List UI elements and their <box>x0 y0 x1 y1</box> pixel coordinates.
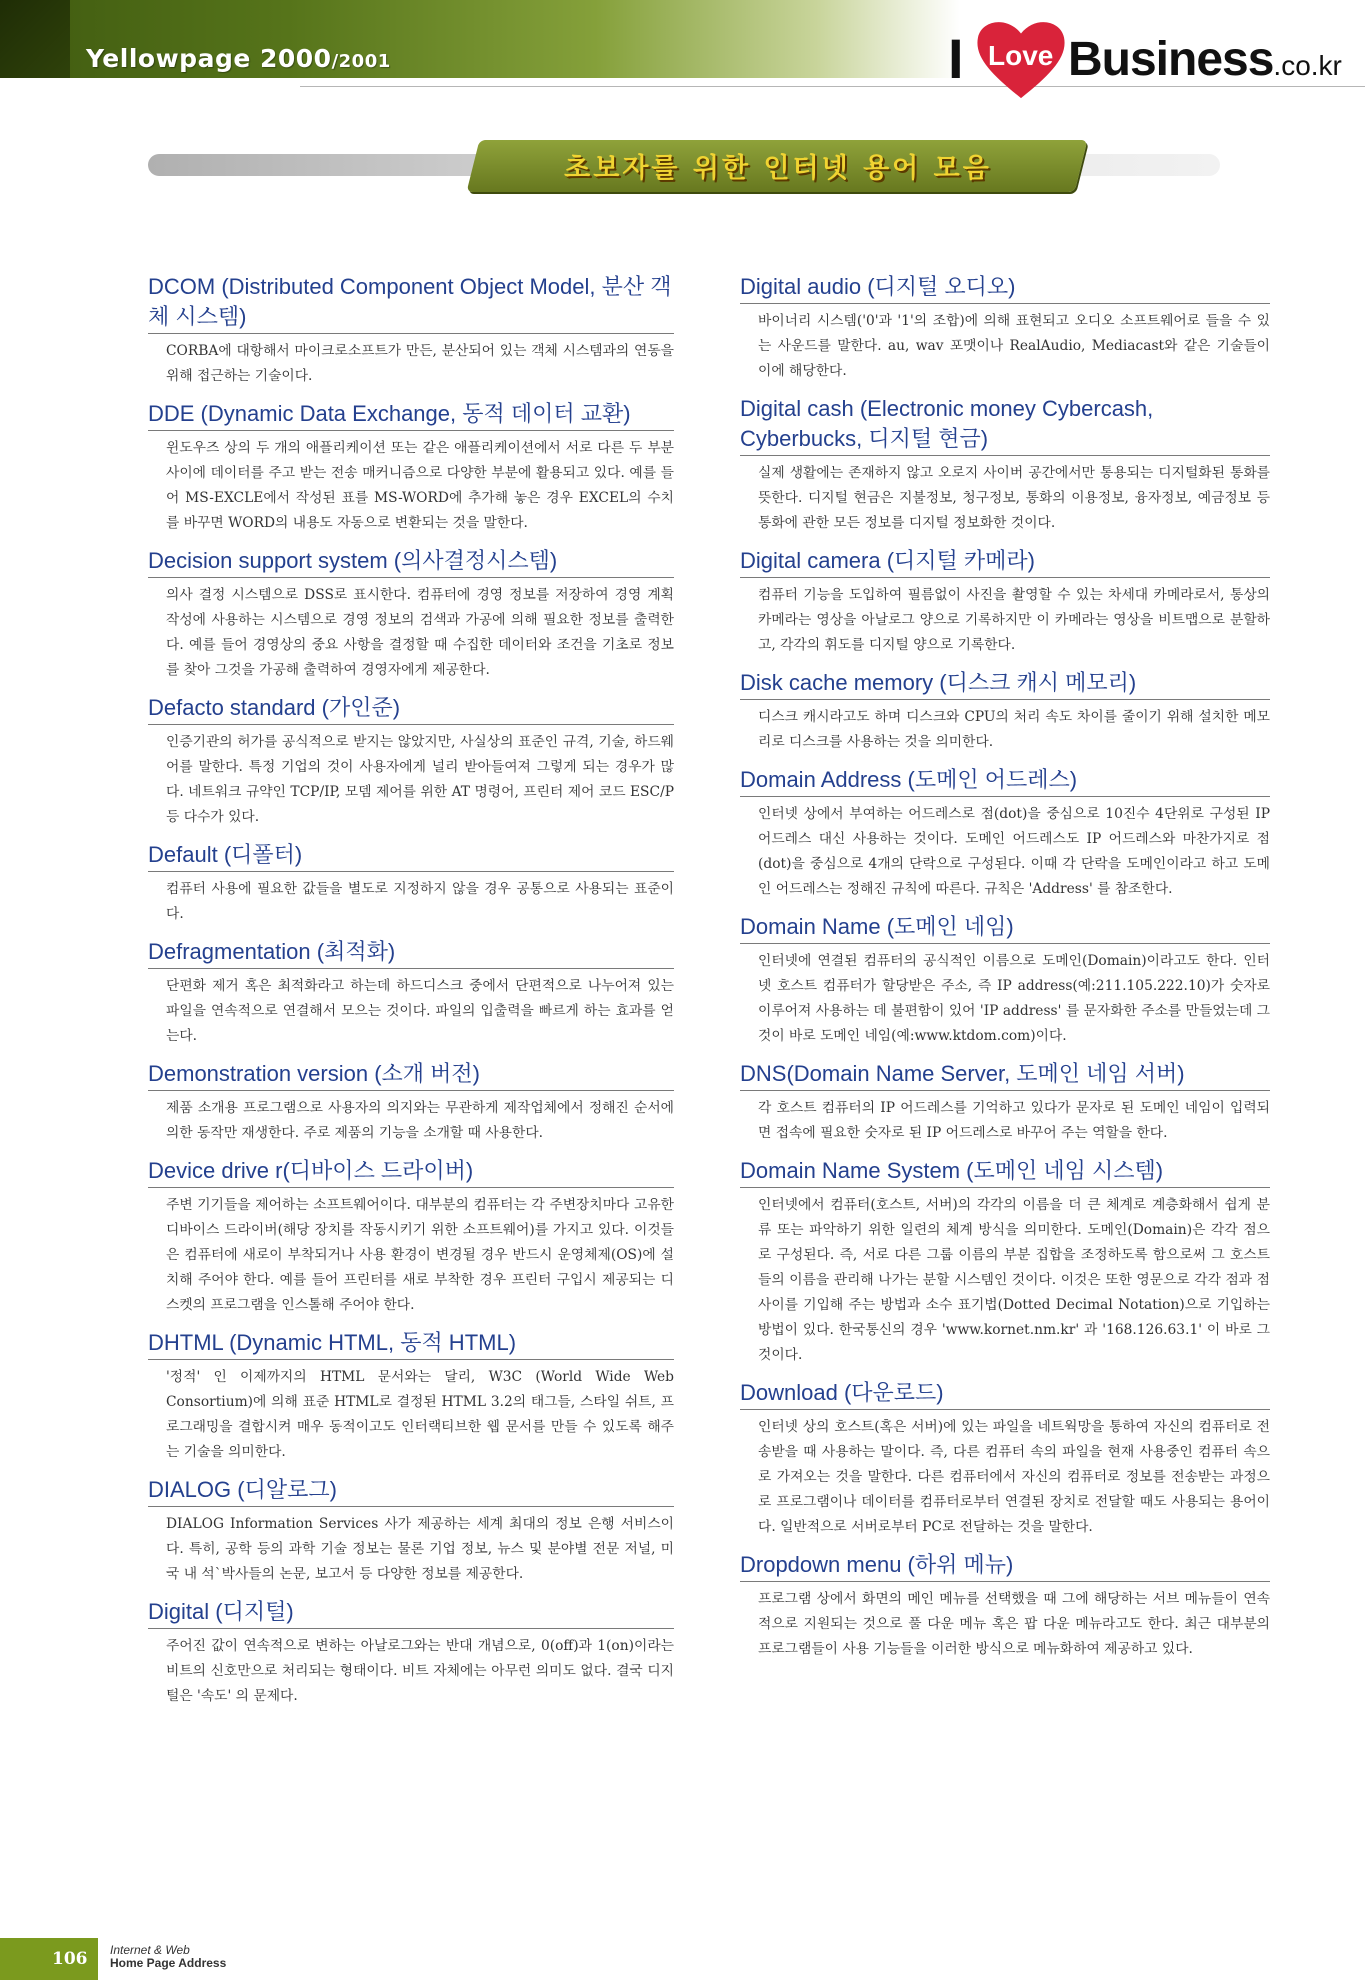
glossary-entry <box>740 1156 1270 1368</box>
entry-term: Defacto standard (가인준) <box>148 693 674 725</box>
entry-definition: 주어진 값이 연속적으로 변하는 아날로그와는 반대 개념으로, 0(off)과 1(on)이라는 비트의 신호만으로 처리되는 형태이다. 비트 자체에는 아무런 의미도 없다. 결국 디지털은 '속도' 의 문제다. <box>166 1638 674 1704</box>
entry-definition: 제품 소개용 프로그램으로 사용자의 의지와는 무관하게 제작업체에서 정해진 순서에 의한 동작만 재생한다. 주로 제품의 기능을 소개할 때 사용한다. <box>166 1100 674 1141</box>
logo-domain: .co.kr <box>1273 50 1342 81</box>
glossary-entry <box>148 937 674 1049</box>
section-title: 초보자를 위한 인터넷 용어 모음 <box>564 153 992 184</box>
entry-term: Device drive r(디바이스 드라이버) <box>148 1156 674 1188</box>
logo-business: Business.co.kr <box>1068 33 1342 86</box>
glossary-entry <box>148 693 674 830</box>
entry-term: Digital (디지털) <box>148 1597 674 1629</box>
entry-definition: 의사 결정 시스템으로 DSS로 표시한다. 컴퓨터에 경영 정보를 저장하여 경영 계획 작성에 사용하는 시스템으로 경영 정보의 검색과 가공에 의해 필요한 정보를 출력한다. 예를 들어 경영상의 중요 사항을 결정할 때 수집한 데이터와 조건을 기초로 정보를 찾아 그것을 가공해 출력하여 경영자에게 제공한다. <box>166 587 674 678</box>
entry-term: Demonstration version (소개 버전) <box>148 1059 674 1091</box>
glossary-entry <box>148 1475 674 1587</box>
entry-term: DHTML (Dynamic HTML, 동적 HTML) <box>148 1328 674 1360</box>
entry-term: Digital camera (디지털 카메라) <box>740 546 1270 578</box>
logo-love: Love <box>988 40 1054 71</box>
entry-definition: 각 호스트 컴퓨터의 IP 어드레스를 기억하고 있다가 문자로 된 도메인 네임이 입력되면 접속에 필요한 숫자로 된 IP 어드레스로 바꾸어 주는 역할을 한다. <box>758 1100 1270 1141</box>
entry-definition: 인터넷에서 컴퓨터(호스트, 서버)의 각각의 이름을 더 큰 체계로 계층화해서 쉽게 분류 또는 파악하기 위한 일련의 체계 방식을 의미한다. 도메인(Domain)은 각각 점으로 구성된다. 즉, 서로 다른 그룹 이름의 부분 집합을 조정하도록 함으로써 그 호스트들의 이름을 관리해 나가는 분할 시스템인 것이다. 이것은 또한 영문으로 각각 점과 점 사이를 기입해 주는 방법과 소수 표기법(Dotted Decimal Notation)으로 기입하는 방법이 있다. 한국통신의 경우 'www.kornet.nm.kr' 과 '168.126.63.1' 이 바로 그것이다. <box>758 1197 1270 1363</box>
left-column <box>148 272 674 1719</box>
i-love-business-logo <box>948 12 1365 102</box>
glossary-entry <box>740 765 1270 902</box>
entry-term: DNS(Domain Name Server, 도메인 네임 서버) <box>740 1059 1270 1091</box>
entry-definition: 주변 기기들을 제어하는 소프트웨어이다. 대부분의 컴퓨터는 각 주변장치마다 고유한 디바이스 드라이버(해당 장치를 작동시키기 위한 소프트웨어)를 가지고 있다. 이것들은 컴퓨터에 새로이 부착되거나 사용 환경이 변경될 경우 반드시 운영체제(OS)에 설치해 주어야 한다. 예를 들어 프린터를 새로 부착한 경우 프린터 구입시 제공되는 디스켓의 프로그램을 인스톨해 주어야 한다. <box>166 1197 674 1313</box>
glossary-entry <box>740 394 1270 536</box>
section-title-bar <box>148 140 1228 196</box>
glossary-entry <box>740 668 1270 755</box>
glossary-entry <box>740 912 1270 1049</box>
entry-term: DIALOG (디알로그) <box>148 1475 674 1507</box>
glossary-entry <box>148 272 674 389</box>
entry-term: Digital audio (디지털 오디오) <box>740 272 1270 304</box>
header-title-main: Yellowpage 2000 <box>86 44 332 73</box>
footer-line-1: Internet & Web <box>110 1943 190 1957</box>
entry-term: Domain Name System (도메인 네임 시스템) <box>740 1156 1270 1188</box>
entry-definition: CORBA에 대항해서 마이크로소프트가 만든, 분산되어 있는 객체 시스템과의 연동을 위해 접근하는 기술이다. <box>166 343 674 384</box>
glossary-entry <box>148 1328 674 1465</box>
entry-definition: '정적' 인 이제까지의 HTML 문서와는 달리, W3C (World Wide Web Consortium)에 의해 표준 HTML로 결정된 HTML 3.2의 태그들, 스타일 쉬트, 프로그래밍을 결합시켜 매우 동적이고도 인터랙티브한 웹 문서를 만들 수 있도록 해주는 기술을 의미한다. <box>166 1369 674 1460</box>
entry-term: Decision support system (의사결정시스템) <box>148 546 674 578</box>
header-title-suffix: /2001 <box>331 51 391 72</box>
entry-term: Dropdown menu (하위 메뉴) <box>740 1550 1270 1582</box>
glossary-entry <box>740 1378 1270 1540</box>
entry-definition: DIALOG Information Services 사가 제공하는 세계 최대의 정보 은행 서비스이다. 특히, 공학 등의 과학 기술 정보는 물론 기업 정보, 뉴스 및 분야별 전문 저널, 미국 내 석`박사들의 논문, 보고서 등 다양한 정보를 제공한다. <box>166 1516 674 1582</box>
entry-definition: 바이너리 시스템('0'과 '1'의 조합)에 의해 표현되고 오디오 소프트웨어로 들을 수 있는 사운드를 말한다. au, wav 포맷이나 RealAudio, Mediacast와 같은 기술들이 이에 해당한다. <box>758 313 1270 379</box>
glossary-entry <box>148 1597 674 1709</box>
logo-i: I <box>948 27 964 90</box>
glossary-entry <box>148 546 674 683</box>
entry-definition: 인터넷 상의 호스트(혹은 서버)에 있는 파일을 네트웍망을 통하여 자신의 컴퓨터로 전송받을 때 사용하는 말이다. 즉, 다른 컴퓨터 속의 파일을 현재 사용중인 컴퓨터 속으로 가져오는 것을 말한다. 다른 컴퓨터에서 자신의 컴퓨터로 정보를 전송받는 과정으로 프로그램이나 데이터를 컴퓨터로부터 연결된 장치로 전달할 때도 사용되는 용어이다. 일반적으로 서버로부터 PC로 전달하는 것을 말한다. <box>758 1419 1270 1535</box>
glossary-entry <box>148 1059 674 1146</box>
entry-definition: 인증기관의 허가를 공식적으로 받지는 않았지만, 사실상의 표준인 규격, 기술, 하드웨어를 말한다. 특정 기업의 것이 사용자에게 널리 받아들여져 그렇게 되는 경우가 많다. 네트워크 규약인 TCP/IP, 모뎀 제어를 위한 AT 명령어, 프린터 제어 코드 ESC/P 등 다수가 있다. <box>166 734 674 825</box>
glossary-entry <box>740 272 1270 384</box>
entry-term: Default (디폴터) <box>148 840 674 872</box>
entry-definition: 컴퓨터 기능을 도입하여 필름없이 사진을 촬영할 수 있는 차세대 카메라로서, 통상의 카메라는 영상을 아날로그 양으로 기록하지만 이 카메라는 영상을 비트맵으로 분할하고, 각각의 휘도를 디지털 양으로 기록한다. <box>758 587 1270 653</box>
footer-caption <box>110 1944 226 1970</box>
entry-definition: 단편화 제거 혹은 최적화라고 하는데 하드디스크 중에서 단편적으로 나누어져 있는 파일을 연속적으로 연결해서 모으는 것이다. 파일의 입출력을 빠르게 하는 효과를 얻는다. <box>166 978 674 1044</box>
entry-term: DDE (Dynamic Data Exchange, 동적 데이터 교환) <box>148 399 674 431</box>
right-column <box>740 272 1270 1672</box>
footer-line-2: Home Page Address <box>110 1956 227 1970</box>
header-title <box>86 44 391 73</box>
entry-definition: 실제 생활에는 존재하지 않고 오로지 사이버 공간에서만 통용되는 디지털화된 통화를 뜻한다. 디지털 현금은 지불정보, 청구정보, 통화의 이용정보, 융자정보, 예금정보 등 통화에 관한 모든 정보를 디지털 정보화한 것이다. <box>758 465 1270 531</box>
glossary-entry <box>148 840 674 927</box>
entry-term: Defragmentation (최적화) <box>148 937 674 969</box>
entry-definition: 인터넷 상에서 부여하는 어드레스로 점(dot)을 중심으로 10진수 4단위로 구성된 IP 어드레스 대신 사용하는 것이다. 도메인 어드레스도 IP 어드레스와 마찬가지로 점(dot)을 중심으로 4개의 단락으로 구성된다. 이때 각 단락을 도메인이라고 하고 도메인 어드레스는 정해진 규칙에 따른다. 규칙은 'Address' 를 참조한다. <box>758 806 1270 897</box>
entry-term: Domain Name (도메인 네임) <box>740 912 1270 944</box>
entry-definition: 프로그램 상에서 화면의 메인 메뉴를 선택했을 때 그에 해당하는 서브 메뉴들이 연속적으로 지원되는 것으로 풀 다운 메뉴 혹은 팝 다운 메뉴라고도 한다. 최근 대부분의 프로그램들이 사용 기능들을 이러한 방식으로 메뉴화하여 제공하고 있다. <box>758 1591 1270 1657</box>
page-number: 106 <box>52 1949 88 1969</box>
entry-definition: 디스크 캐시라고도 하며 디스크와 CPU의 처리 속도 차이를 줄이기 위해 설치한 메모리로 디스크를 사용하는 것을 의미한다. <box>758 709 1270 750</box>
entry-definition: 윈도우즈 상의 두 개의 애플리케이션 또는 같은 애플리케이션에서 서로 다른 두 부분 사이에 데이터를 주고 받는 전송 매커니즘으로 다양한 부분에 활용되고 있다. 예를 들어 MS-EXCLE에서 작성된 표를 MS-WORD에 추가해 놓은 경우 EXCEL의 수치를 바꾸면 WORD의 내용도 자동으로 변환되는 것을 말한다. <box>166 440 674 531</box>
entry-term: Domain Address (도메인 어드레스) <box>740 765 1270 797</box>
entry-term: Digital cash (Electronic money Cybercash, Cyberbucks, 디지털 현금) <box>740 394 1270 456</box>
glossary-entry <box>740 1059 1270 1146</box>
glossary-entry <box>148 399 674 536</box>
glossary-entry <box>148 1156 674 1318</box>
entry-term: Disk cache memory (디스크 캐시 메모리) <box>740 668 1270 700</box>
glossary-entry <box>740 1550 1270 1662</box>
entry-term: Download (다운로드) <box>740 1378 1270 1410</box>
entry-term: DCOM (Distributed Component Object Model, 분산 객체 시스템) <box>148 272 674 334</box>
entry-definition: 인터넷에 연결된 컴퓨터의 공식적인 이름으로 도메인(Domain)이라고도 한다. 인터넷 호스트 컴퓨터가 할당받은 주소, 즉 IP address(예:211.105.222.10)가 숫자로 이루어져 사용하는 데 불편함이 있어 'IP address' 를 문자화한 주소를 만들었는데 그것이 바로 도메인 네임(예:www.ktdom.com)이다. <box>758 953 1270 1044</box>
entry-definition: 컴퓨터 사용에 필요한 값들을 별도로 지정하지 않을 경우 공통으로 사용되는 표준이다. <box>166 881 674 922</box>
glossary-entry <box>740 546 1270 658</box>
